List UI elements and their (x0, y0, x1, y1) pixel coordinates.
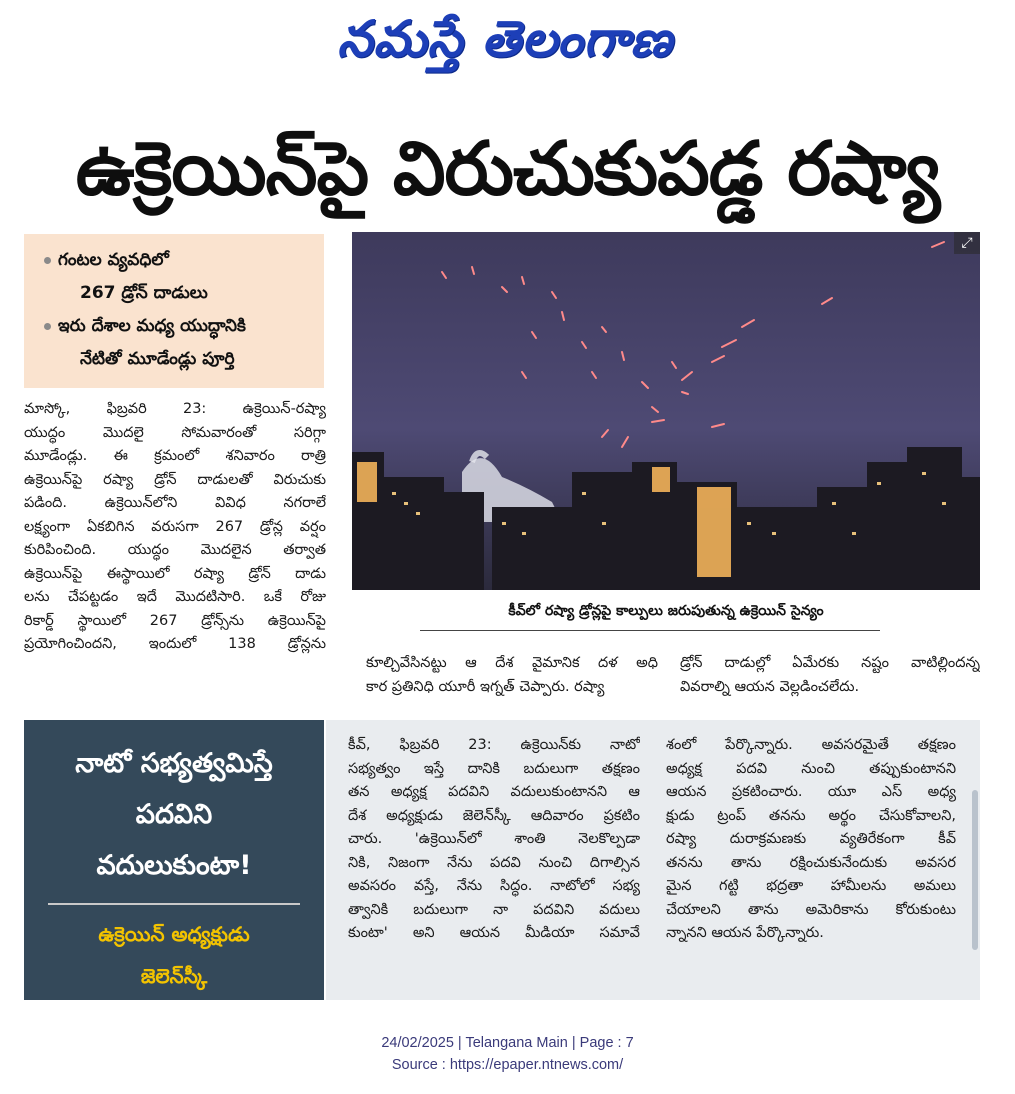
article-line: తనను తాను రక్షించుకునేందుకు అవసర (666, 854, 956, 871)
article-line: కురిపించింది. యుద్ధం మొదలైన తర్వాత (24, 542, 326, 558)
article-column (680, 652, 980, 699)
article-line: తన అధ్యక్ష పదవిని వదులుకుంటానని ఆ (348, 784, 640, 800)
article-line: వివరాల్ని ఆయన వెల్లడించలేదు. (680, 678, 860, 695)
page-footer (0, 1032, 1015, 1076)
sidebar-title-line: పదవిని (135, 799, 213, 830)
article-line: మైన గట్టి భద్రతా హామీలను అమలు (666, 878, 956, 894)
scrollbar[interactable] (972, 790, 978, 950)
footer-date-page: 24/02/2025 | Telangana Main | Page : 7 (381, 1035, 634, 1051)
sidebar-subtitle-line: జెలెన్‌స్కీ (140, 964, 208, 988)
article-column (348, 734, 640, 946)
highlight-item (44, 310, 310, 376)
article-line: సభ్యత్వం ఇస్తే దానికి బదులుగా తక్షణం (348, 760, 640, 777)
article-line: నికి, నిజంగా నేను పదవి నుంచి దిగాల్సిన (348, 854, 640, 871)
expand-icon[interactable]: ⤢ (954, 232, 980, 254)
article-column (366, 652, 658, 699)
article-line: లను చేపట్టడం ఇదే మొదటిసారి. ఒకే రోజు (24, 589, 326, 605)
sidebar-divider (48, 903, 300, 905)
article-line: ఉక్రెయిన్‌పై ఈస్థాయిలో రష్యా డ్రోన్ దాడు (24, 565, 326, 582)
sidebar-subtitle-line: ఉక్రెయిన్ అధ్యక్షుడు (98, 922, 250, 946)
article-line: అవసరం వస్తే, నేను సిద్ధం. నాటోలో సభ్య (348, 878, 640, 894)
sidebar-headline-box (24, 720, 324, 1000)
article-line: చేయాలని తాను అమెరికాను కోరుకుంటు (666, 901, 956, 918)
sidebar-title-line: వదులుకుంటా! (96, 850, 252, 881)
article-line: శంలో పేర్కొన్నారు. అవసరమైతే తక్షణం (666, 737, 956, 753)
article-line: మూడేండ్లు. ఈ క్రమంలో శనివారం రాత్రి (24, 448, 326, 464)
article-line: కుంటా' అని ఆయన మీడియా సమావే (348, 925, 640, 941)
article-line: అధ్యక్ష పదవి నుంచి తప్పుకుంటానని (666, 760, 956, 777)
caption-divider (420, 630, 880, 631)
news-photo (352, 232, 980, 590)
photo-caption: కీవ్‌లో రష్యా డ్రోన్లపై కాల్పులు జరుపుతున్న ఉక్రెయిన్ సైన్యం (508, 603, 824, 619)
article-column (24, 398, 326, 657)
kyiv-night-sky-image (352, 232, 980, 590)
main-headline: ఉక్రెయిన్‌పై విరుచుకుపడ్డ రష్యా (75, 126, 940, 212)
highlight-line: గంటల వ్యవధిలో (44, 244, 310, 277)
newspaper-masthead: నమస్తే తెలంగాణ (337, 9, 673, 68)
highlight-line: ఇరు దేశాల మధ్య యుద్ధానికి (44, 310, 310, 343)
article-line: త్వానికి బదులుగా నా పదవిని వదులు (348, 901, 640, 918)
footer-source: Source : https://epaper.ntnews.com/ (391, 1057, 624, 1073)
article-line: దేశ అధ్యక్షుడు జెలెన్‌స్కీ ఆదివారం ప్రకటిం (348, 807, 640, 824)
article-line: కూల్చివేసినట్టు ఆ దేశ వైమానిక దళ అధి (366, 655, 658, 671)
highlight-line: 267 డ్రోన్ దాడులు (80, 283, 208, 303)
article-line: ఉక్రెయిన్‌పై రష్యా డ్రోన్ దాడులతో విరుచుకు (24, 471, 326, 488)
article-line: యుద్ధం మొదలై సోమవారంతో సరిగ్గా (24, 424, 326, 441)
highlight-item (44, 244, 310, 310)
highlight-line: నేటితో మూడేండ్లు పూర్తి (80, 349, 235, 369)
article-line: ఆయన ప్రకటించారు. యూ ఎస్ అధ్య (666, 784, 956, 800)
article-line: రికార్డ్ స్థాయిలో 267 డ్రోన్స్‌ను ఉక్రెయిన్‌పై (24, 612, 326, 629)
article-line: డ్రోన్ దాడుల్లో ఏమేరకు నష్టం వాటిల్లిందన్న (680, 655, 980, 671)
article-line: చారు. 'ఉక్రెయిన్‌లో శాంతి నెలకొల్పడా (348, 831, 640, 847)
article-line: ప్రయోగించిందని, ఇందులో 138 డ్రోన్లను (24, 636, 326, 652)
article-line: న్నానని ఆయన పేర్కొన్నారు. (666, 925, 824, 941)
article-line: రష్యా దురాక్రమణకు వ్యతిరేకంగా కీవ్ (666, 831, 956, 847)
article-line: కీవ్, ఫిబ్రవరి 23: ఉక్రెయిన్‌కు నాటో (348, 737, 640, 753)
sidebar-title-line: నాటో సభ్యత్వమిస్తే (75, 748, 273, 779)
article-line: పడింది. ఉక్రెయిన్‌లోని వివిధ నగరాలే (24, 495, 326, 511)
article-line: మాస్కో, ఫిబ్రవరి 23: ఉక్రెయిన్-రష్యా (24, 401, 326, 417)
article-column (666, 734, 956, 946)
article-line: లక్ష్యంగా ఏకబిగిన వరుసగా 267 డ్రోన్ల వర్షం (24, 518, 326, 535)
article-line: కార ప్రతినిధి యూరీ ఇగ్నత్ చెప్పారు. రష్యా (366, 678, 605, 695)
highlights-box (24, 234, 324, 388)
article-line: క్షుడు ట్రంప్ తనను అర్థం చేసుకోవాలని, (666, 807, 956, 824)
